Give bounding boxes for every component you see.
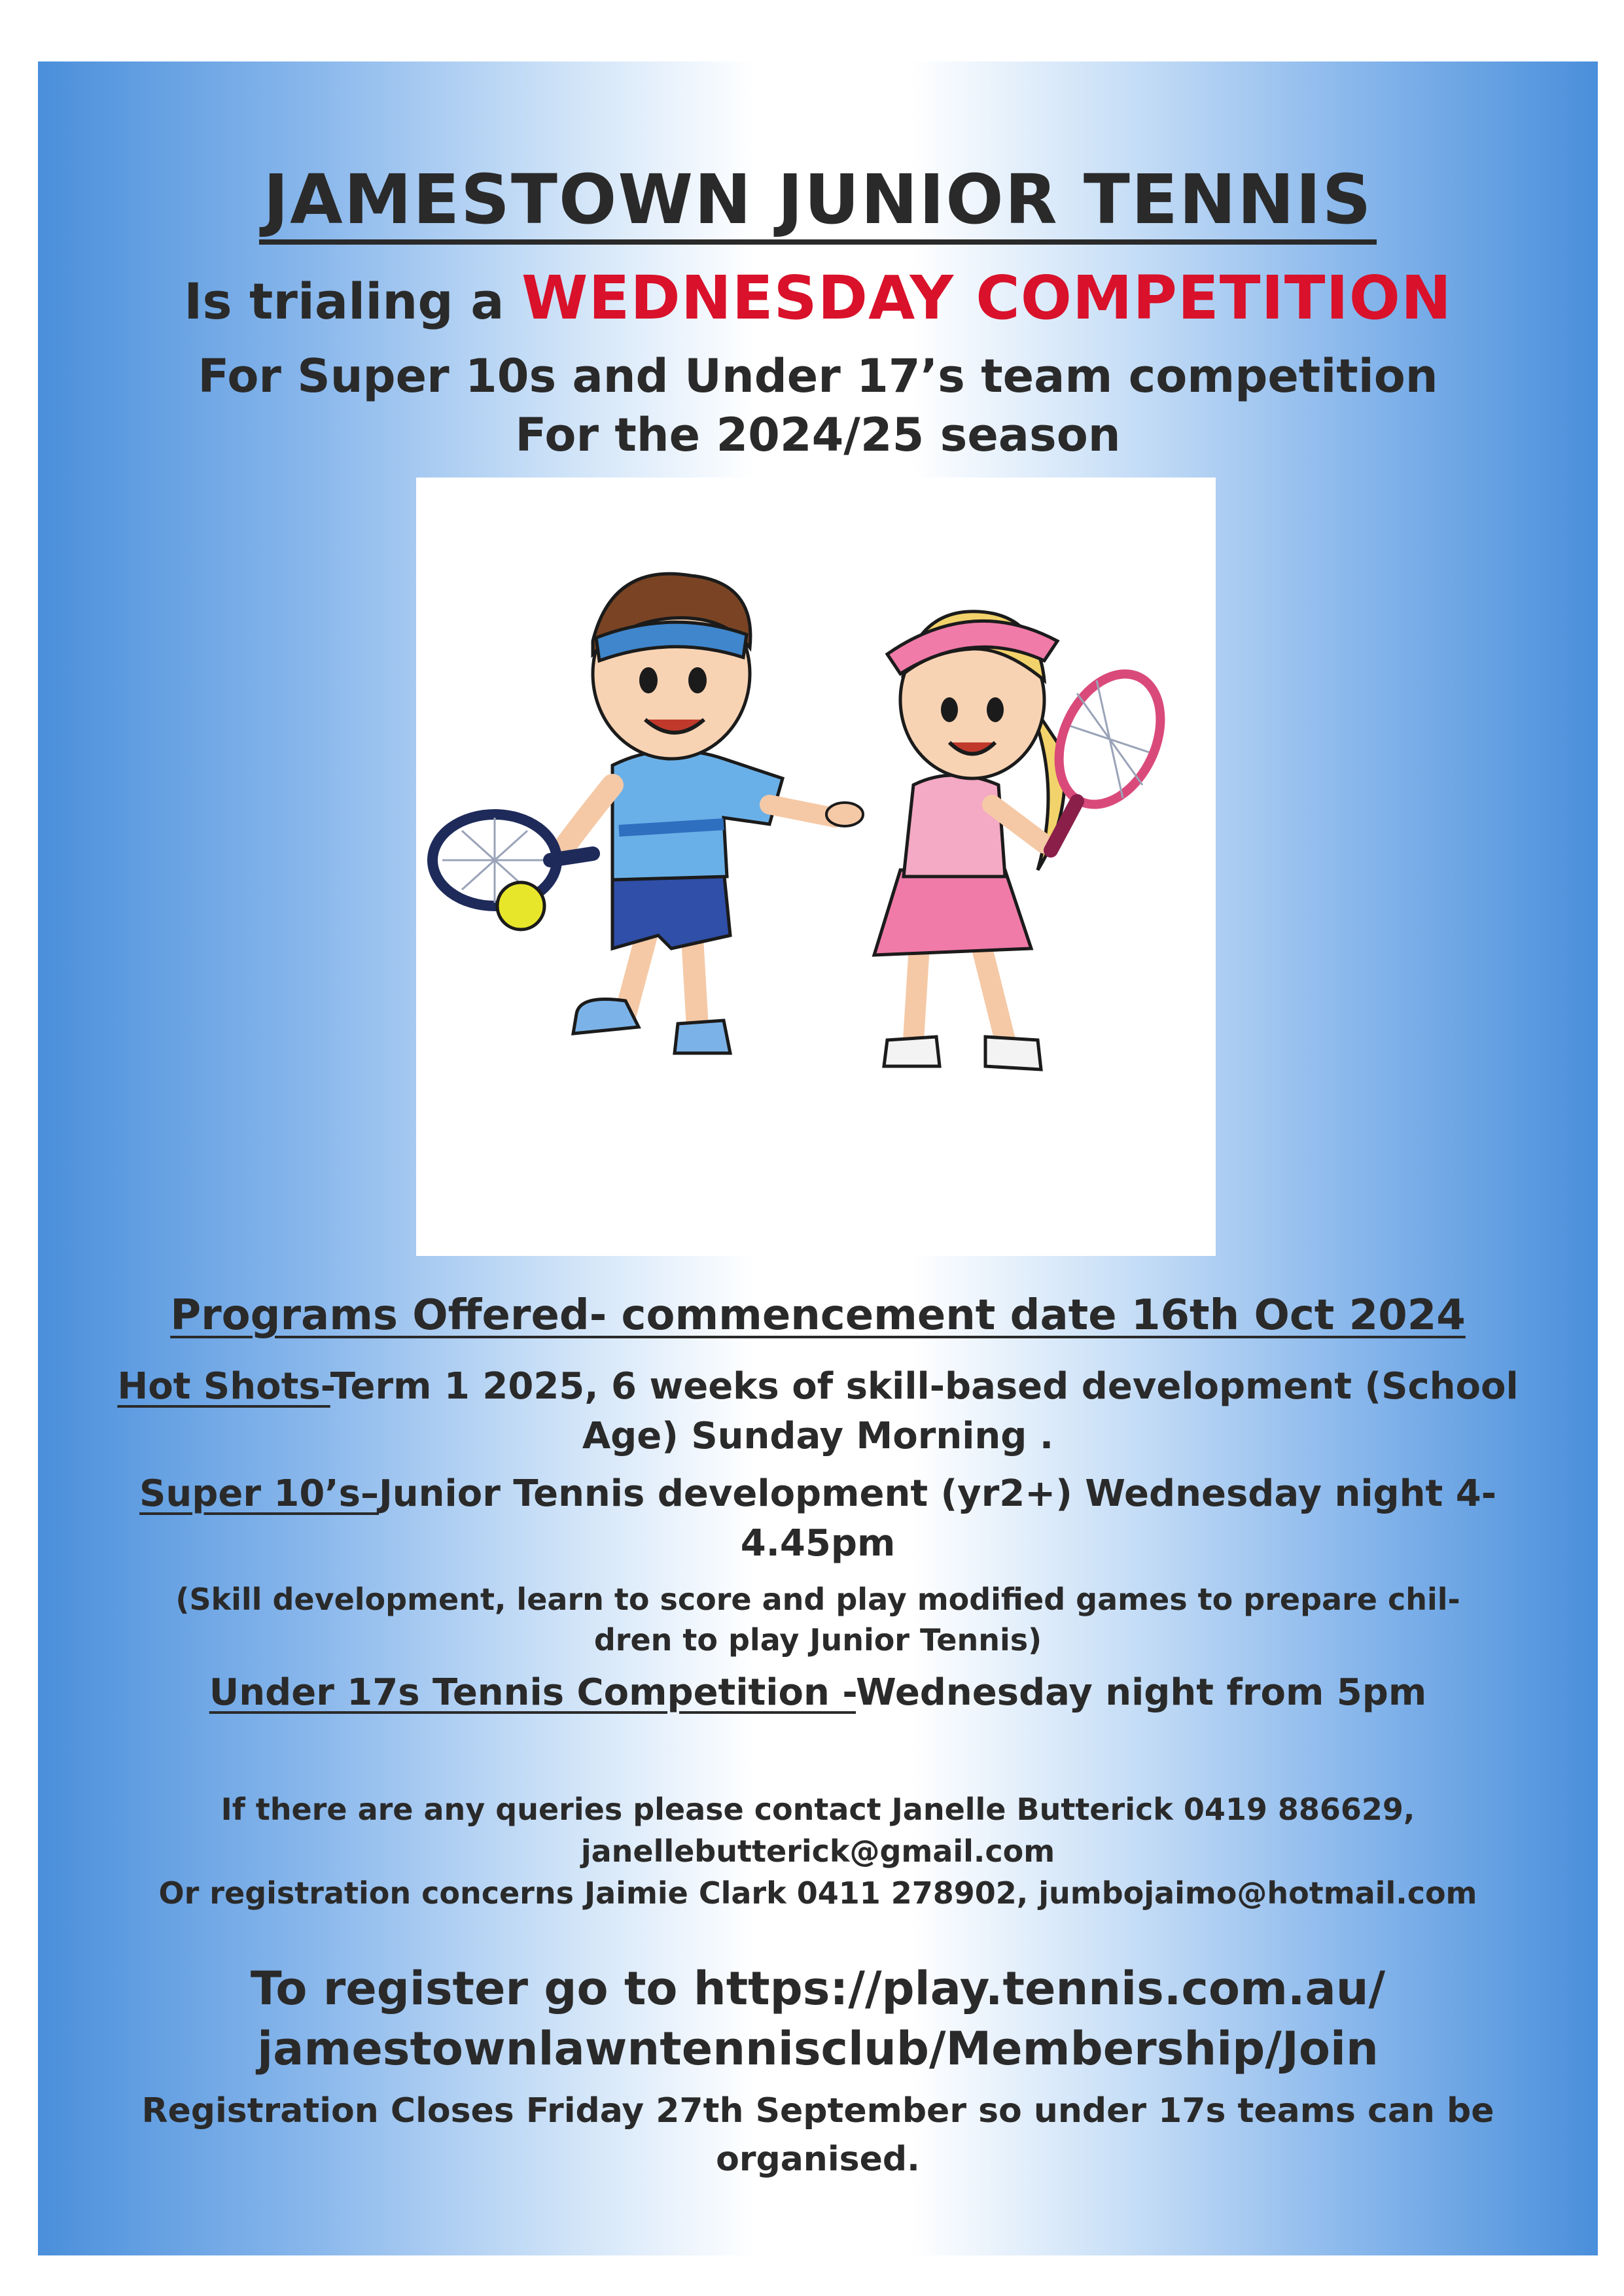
boy-figure xyxy=(432,574,863,1053)
under-17s-program xyxy=(38,1668,1598,1718)
hot-shots-line-2: Age) Sunday Morning . xyxy=(582,1415,1054,1457)
super-10s-program xyxy=(38,1469,1598,1569)
kids-playing-tennis-illustration-icon xyxy=(416,478,1216,1256)
flyer xyxy=(38,61,1598,2255)
u17-text: Wednesday night from 5pm xyxy=(856,1671,1427,1714)
for-line-2: For the 2024/25 season xyxy=(515,408,1121,462)
skill-line-1: (Skill development, learn to score and play modified games to prepare chil- xyxy=(175,1582,1460,1617)
registration-closes xyxy=(38,2087,1598,2183)
flyer-title xyxy=(38,160,1598,239)
trial-line xyxy=(38,263,1598,333)
girl-figure xyxy=(874,612,1180,1070)
super-text-1: Junior Tennis development (yr2+) Wednesday night 4- xyxy=(378,1472,1496,1515)
skill-development-note xyxy=(38,1579,1598,1660)
hot-shots-text-1: Term 1 2025, 6 weeks of skill-based development (School xyxy=(330,1365,1519,1408)
hot-shots-line-1 xyxy=(38,1362,1598,1412)
contact-line-3: Or registration concerns Jaimie Clark 0411 278902, jumbojaimo@hotmail.com xyxy=(158,1875,1477,1911)
hot-shots-program xyxy=(38,1362,1598,1461)
super-line-1 xyxy=(38,1469,1598,1519)
contact-email-janelle[interactable]: janellebutterick@gmail.com xyxy=(580,1834,1055,1869)
register-line-1[interactable]: To register go to https://play.tennis.com.au/ xyxy=(250,1962,1386,2015)
contact-line-1: If there are any queries please contact Janelle Butterick 0419 886629, xyxy=(221,1792,1415,1827)
programs-heading-text: Programs Offered- commencement date 16th Oct 2024 xyxy=(170,1291,1466,1340)
trial-highlight: WEDNESDAY COMPETITION xyxy=(521,263,1452,333)
super-line-2: 4.45pm xyxy=(740,1522,896,1565)
skill-line-2: dren to play Junior Tennis) xyxy=(593,1622,1042,1658)
super-label: Super 10’s– xyxy=(139,1472,379,1515)
title-text: JAMESTOWN JUNIOR TENNIS xyxy=(259,160,1376,245)
register-line-2[interactable]: jamestownlawntennisclub/Membership/Join xyxy=(257,2022,1379,2076)
programs-heading xyxy=(38,1291,1598,1340)
trial-prefix: Is trialing a xyxy=(184,272,521,330)
hot-shots-label: Hot Shots- xyxy=(117,1365,330,1408)
register-info xyxy=(38,1958,1598,2079)
u17-label: Under 17s Tennis Competition - xyxy=(209,1671,856,1714)
for-line-1: For Super 10s and Under 17’s team competition xyxy=(198,349,1438,403)
closes-line-2: organised. xyxy=(716,2140,920,2179)
contact-info xyxy=(38,1788,1598,1914)
closes-line-1: Registration Closes Friday 27th September so under 17s teams can be xyxy=(141,2091,1494,2131)
